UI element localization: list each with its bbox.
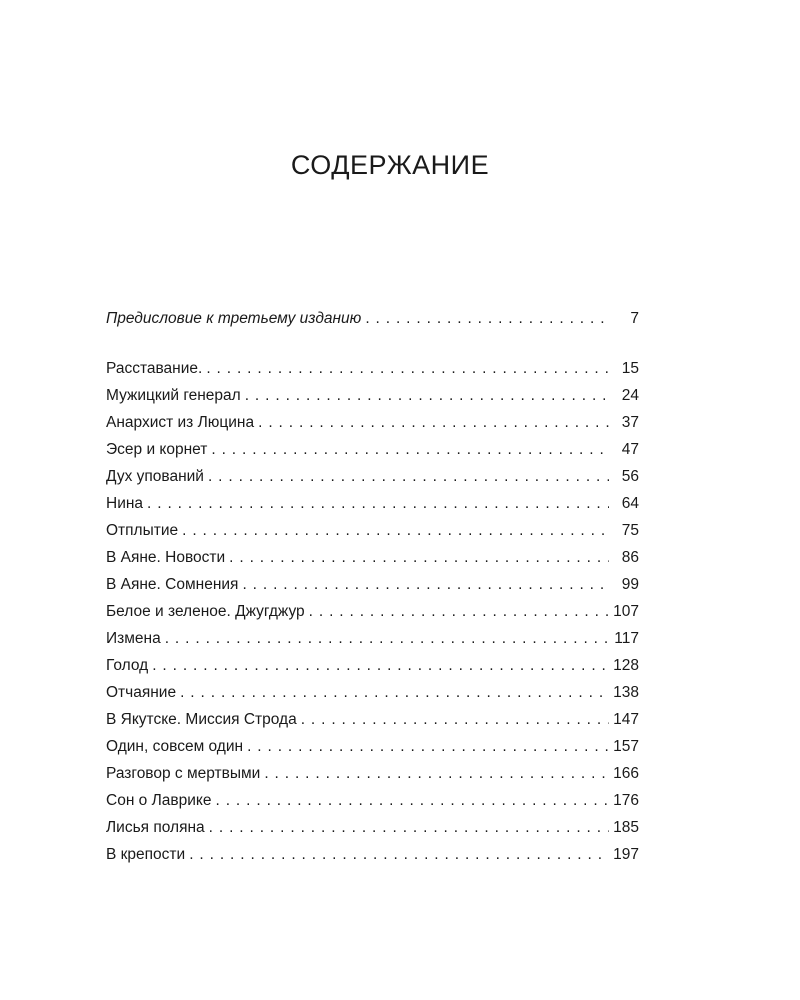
toc-entry-label: Расставание. — [106, 355, 206, 382]
toc-entry[interactable] — [106, 436, 639, 463]
toc-entry-label: В Якутске. Миссия Строда — [106, 706, 301, 733]
toc-entry-page: 75 — [621, 522, 639, 539]
toc-preface — [106, 305, 639, 332]
toc-entry-page: 86 — [621, 549, 639, 566]
toc-entry-page: 166 — [613, 765, 639, 782]
toc-entry-label: Голод — [106, 652, 152, 679]
toc-leader-dots — [216, 787, 610, 814]
toc-leader-dots — [247, 733, 609, 760]
toc-entry-label: Сон о Лаврике — [106, 787, 216, 814]
toc-entry-label: Предисловие к третьему изданию — [106, 305, 365, 332]
toc-entry-page: 7 — [630, 310, 639, 327]
toc-entry-page: 185 — [613, 819, 639, 836]
toc-entry[interactable] — [106, 598, 639, 625]
toc-entry-label: Измена — [106, 625, 165, 652]
toc-entry[interactable] — [106, 625, 639, 652]
toc-leader-dots — [206, 355, 609, 382]
toc-leader-dots — [182, 517, 609, 544]
toc-entry-label: Отчаяние — [106, 679, 180, 706]
toc-entry-page: 15 — [621, 360, 639, 377]
toc-leader-dots — [211, 436, 609, 463]
toc-chapters — [106, 355, 639, 868]
toc-entry-label: Один, совсем один — [106, 733, 247, 760]
toc-entry-label: В Аяне. Новости — [106, 544, 229, 571]
toc-entry-page: 37 — [621, 414, 639, 431]
toc-entry[interactable] — [106, 814, 639, 841]
toc-entry-page: 47 — [621, 441, 639, 458]
toc-entry[interactable] — [106, 463, 639, 490]
toc-leader-dots — [258, 409, 609, 436]
toc-entry-page: 147 — [613, 711, 639, 728]
toc-leader-dots — [264, 760, 609, 787]
toc-entry[interactable] — [106, 706, 639, 733]
toc-leader-dots — [365, 305, 609, 332]
toc-entry-preface[interactable] — [106, 305, 639, 332]
toc-entry[interactable] — [106, 409, 639, 436]
toc-entry[interactable] — [106, 490, 639, 517]
toc-leader-dots — [165, 625, 609, 652]
toc-entry-page: 107 — [613, 603, 639, 620]
toc-entry-label: Мужицкий генерал — [106, 382, 245, 409]
toc-entry-page: 64 — [621, 495, 639, 512]
toc-leader-dots — [245, 382, 609, 409]
toc-entry[interactable] — [106, 841, 639, 868]
toc-entry-page: 24 — [621, 387, 639, 404]
toc-entry-label: Дух упований — [106, 463, 208, 490]
toc-entry-page: 176 — [613, 792, 639, 809]
toc-leader-dots — [152, 652, 609, 679]
toc-entry[interactable] — [106, 571, 639, 598]
toc-entry-page: 138 — [613, 684, 639, 701]
toc-leader-dots — [242, 571, 609, 598]
toc-entry[interactable] — [106, 733, 639, 760]
toc-leader-dots — [301, 706, 609, 733]
toc-leader-dots — [209, 814, 609, 841]
toc-leader-dots — [208, 463, 609, 490]
toc-entry-label: Анархист из Люцина — [106, 409, 258, 436]
toc-entry[interactable] — [106, 679, 639, 706]
toc-entry-label: Белое и зеленое. Джугджур — [106, 598, 309, 625]
toc-entry-page: 117 — [614, 630, 639, 647]
toc-entry-page: 56 — [621, 468, 639, 485]
toc-entry-label: Лисья поляна — [106, 814, 209, 841]
toc-entry[interactable] — [106, 787, 639, 814]
toc-leader-dots — [180, 679, 609, 706]
toc-entry-page: 197 — [613, 846, 639, 863]
toc-entry-page: 128 — [613, 657, 639, 674]
toc-entry-label: В крепости — [106, 841, 189, 868]
toc-entry[interactable] — [106, 652, 639, 679]
toc-entry-label: Разговор с мертвыми — [106, 760, 264, 787]
toc-entry[interactable] — [106, 517, 639, 544]
toc-leader-dots — [189, 841, 609, 868]
toc-entry[interactable] — [106, 544, 639, 571]
toc-entry-page: 99 — [621, 576, 639, 593]
toc-entry-label: Эсер и корнет — [106, 436, 211, 463]
toc-leader-dots — [229, 544, 609, 571]
page-title: СОДЕРЖАНИЕ — [290, 150, 490, 180]
toc-entry[interactable] — [106, 355, 639, 382]
toc-leader-dots — [309, 598, 609, 625]
toc-entry-label: Нина — [106, 490, 147, 517]
toc-entry[interactable] — [106, 760, 639, 787]
toc-entry-label: В Аяне. Сомнения — [106, 571, 242, 598]
toc-entry-label: Отплытие — [106, 517, 182, 544]
toc-entry[interactable] — [106, 382, 639, 409]
toc-leader-dots — [147, 490, 609, 517]
toc-entry-page: 157 — [613, 738, 639, 755]
